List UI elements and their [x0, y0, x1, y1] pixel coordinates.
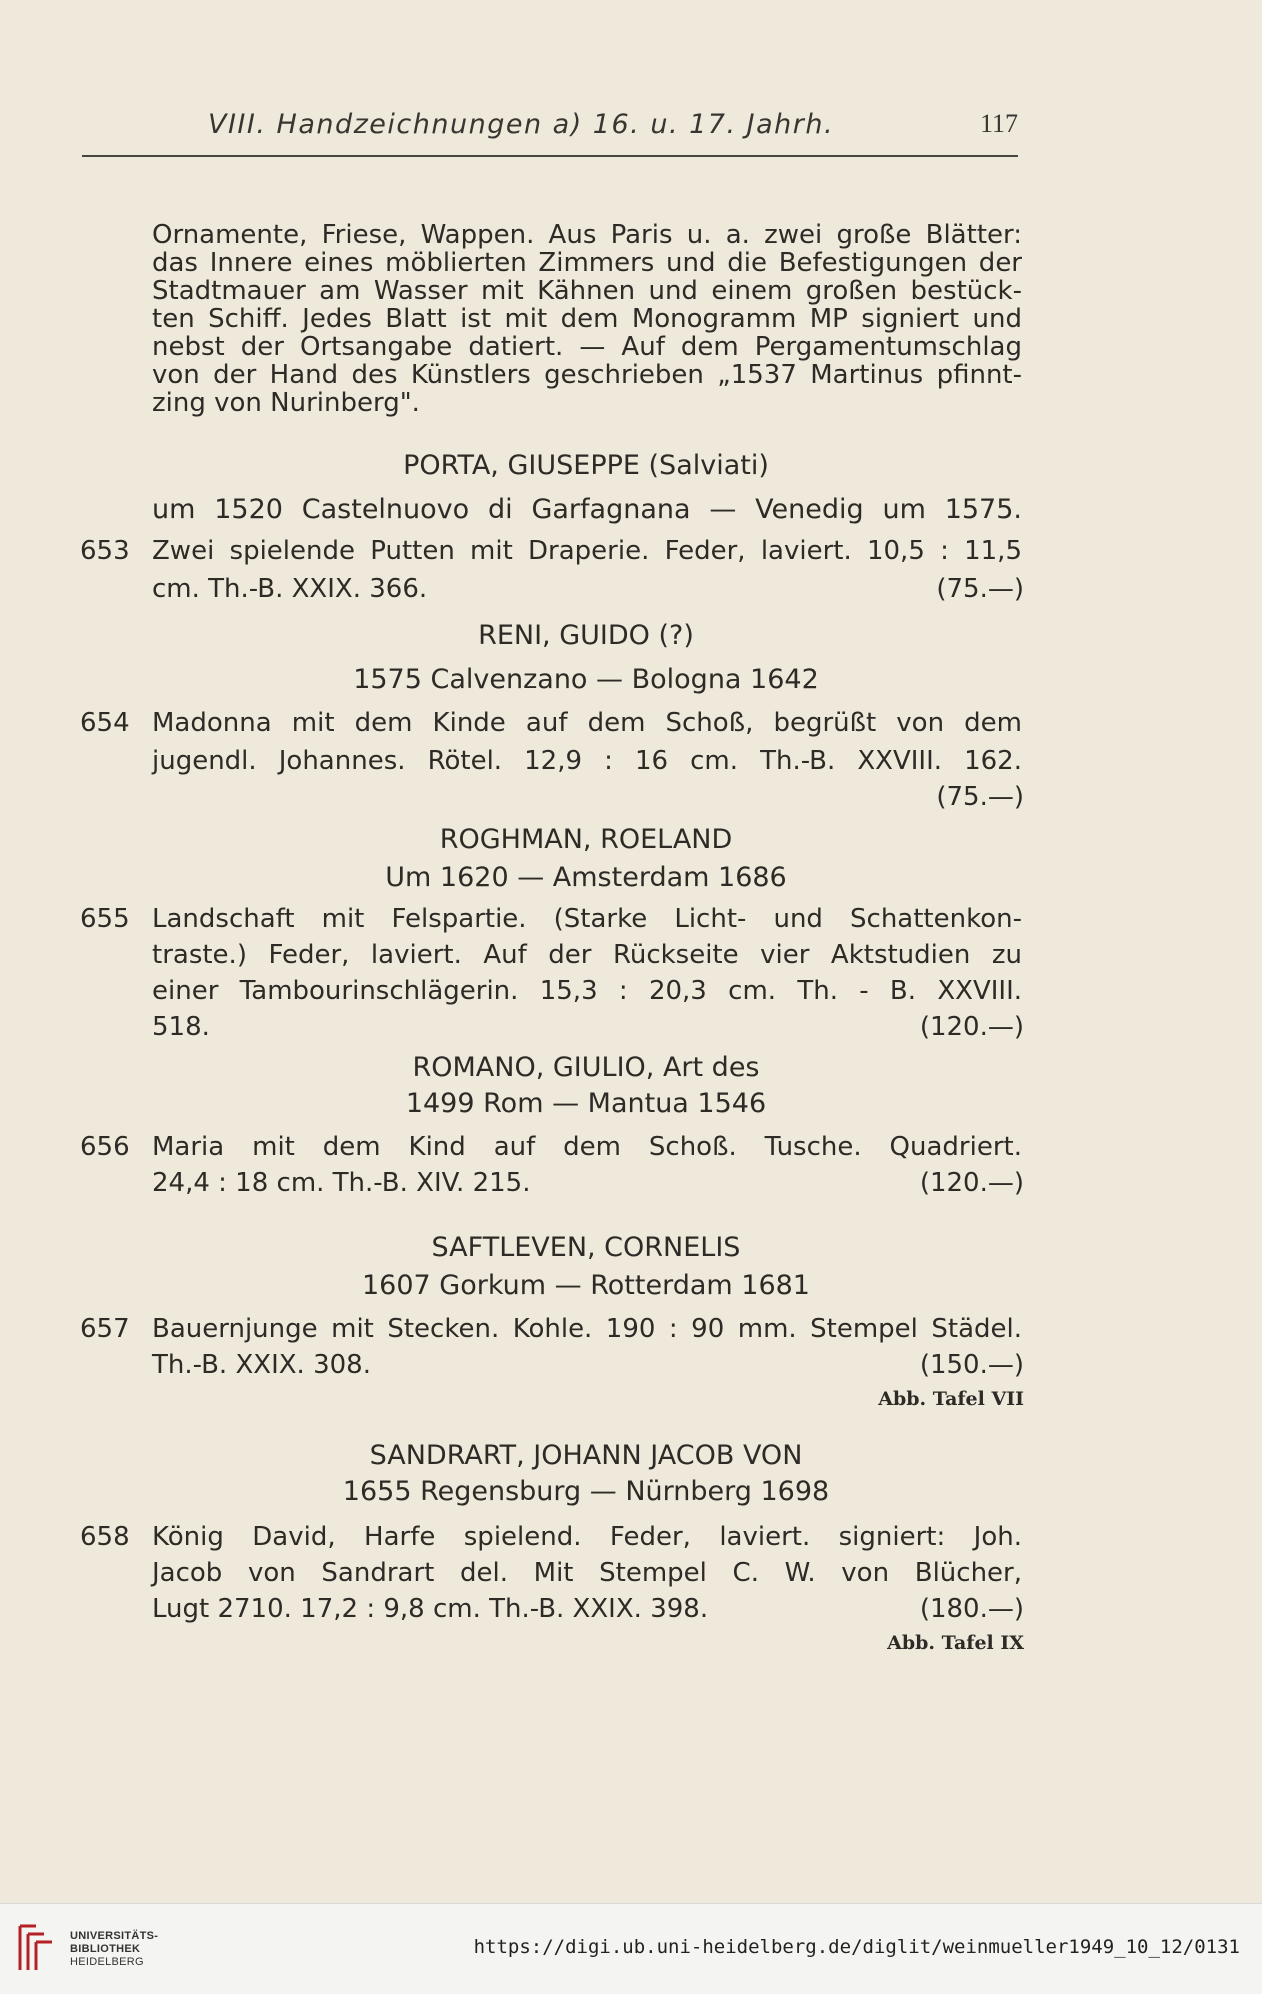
- intro-line: zing von Nurinberg".: [152, 388, 420, 418]
- lot-price: (180.—): [919, 1594, 1024, 1624]
- intro-line: Stadtmauer am Wasser mit Kähnen und einem großen bestück-: [152, 276, 1022, 306]
- permalink-url[interactable]: https://digi.ub.uni-heidelberg.de/diglit/weinmueller1949_10_12/0131: [473, 1936, 1240, 1958]
- lot-price: (150.—): [919, 1350, 1024, 1380]
- library-name: [70, 1930, 158, 1969]
- running-header: [82, 105, 1018, 155]
- lot-description: cm. Th.-B. XXIX. 366.: [152, 574, 428, 604]
- lot-description: jugendl. Johannes. Rötel. 12,9 : 16 cm. Th.-B. XXVIII. 162.: [152, 746, 1022, 776]
- library-name-line: BIBLIOTHEK: [70, 1943, 141, 1955]
- running-title: VIII. Handzeichnungen a) 16. u. 17. Jahrh.: [208, 109, 835, 140]
- page-number: 117: [979, 109, 1018, 138]
- viewer-footer: [0, 1903, 1262, 1994]
- intro-line: von der Hand des Künstlers geschrieben „1537 Martinus pfinnt-: [152, 360, 1022, 390]
- lot-description: Maria mit dem Kind auf dem Schoß. Tusche. Quadriert.: [152, 1132, 1022, 1162]
- lot-price: (120.—): [919, 1168, 1024, 1198]
- artist-dates: um 1520 Castelnuovo di Garfagnana — Venedig um 1575.: [152, 494, 1022, 525]
- lot-number: 656: [80, 1132, 130, 1162]
- lot-number: 653: [80, 536, 130, 566]
- lot-description: Jacob von Sandrart del. Mit Stempel C. W. von Blücher,: [152, 1558, 1022, 1588]
- lot-description: Lugt 2710. 17,2 : 9,8 cm. Th.-B. XXIX. 398.: [152, 1594, 709, 1624]
- lot-number: 657: [80, 1314, 130, 1344]
- lot-number: 655: [80, 904, 130, 934]
- lot-description: Madonna mit dem Kinde auf dem Schoß, begrüßt von dem: [152, 708, 1022, 738]
- artist-dates: Um 1620 — Amsterdam 1686: [385, 862, 787, 893]
- artist-name: ROMANO, GIULIO, Art des: [412, 1052, 760, 1083]
- lot-description: einer Tambourinschlägerin. 15,3 : 20,3 cm. Th. - B. XXVIII.: [152, 976, 1022, 1006]
- artist-dates: 1607 Gorkum — Rotterdam 1681: [362, 1270, 810, 1301]
- lot-description: König David, Harfe spielend. Feder, laviert. signiert: Joh.: [152, 1522, 1022, 1552]
- plate-reference: Abb. Tafel IX: [887, 1632, 1024, 1654]
- lot-description: Zwei spielende Putten mit Draperie. Feder, laviert. 10,5 : 11,5: [152, 536, 1022, 566]
- artist-name: PORTA, GIUSEPPE (Salviati): [403, 450, 769, 481]
- library-name-line: HEIDELBERG: [70, 1956, 144, 1968]
- plate-reference: Abb. Tafel VII: [878, 1388, 1024, 1410]
- university-library-logo-icon: [14, 1918, 58, 1978]
- lot-description: traste.) Feder, laviert. Auf der Rückseite vier Aktstudien zu: [152, 940, 1022, 970]
- artist-name: RENI, GUIDO (?): [478, 620, 694, 651]
- lot-description: Th.-B. XXIX. 308.: [152, 1350, 371, 1380]
- lot-price: (75.—): [936, 782, 1024, 812]
- lot-number: 654: [80, 708, 130, 738]
- artist-name: SAFTLEVEN, CORNELIS: [431, 1232, 741, 1263]
- header-rule: [82, 155, 1018, 157]
- library-name-line: UNIVERSITÄTS-: [70, 1930, 159, 1942]
- intro-line: nebst der Ortsangabe datiert. — Auf dem Pergamentumschlag: [152, 332, 1022, 362]
- artist-dates: 1655 Regensburg — Nürnberg 1698: [342, 1476, 830, 1507]
- artist-name: ROGHMAN, ROELAND: [439, 824, 733, 855]
- lot-description: 518.: [152, 1012, 210, 1042]
- lot-description: Bauernjunge mit Stecken. Kohle. 190 : 90 mm. Stempel Städel.: [152, 1314, 1022, 1344]
- lot-description: Landschaft mit Felspartie. (Starke Licht- und Schattenkon-: [152, 904, 1022, 934]
- intro-line: das Innere eines möblierten Zimmers und die Befestigungen der: [152, 248, 1022, 278]
- lot-number: 658: [80, 1522, 130, 1552]
- intro-line: ten Schiff. Jedes Blatt ist mit dem Monogramm MP signiert und: [152, 304, 1022, 334]
- lot-price: (75.—): [936, 574, 1024, 604]
- artist-name: SANDRART, JOHANN JACOB VON: [369, 1440, 803, 1471]
- lot-price: (120.—): [919, 1012, 1024, 1042]
- intro-line: Ornamente, Friese, Wappen. Aus Paris u. a. zwei große Blätter:: [152, 220, 1022, 250]
- artist-dates: 1499 Rom — Mantua 1546: [405, 1088, 767, 1119]
- artist-dates: 1575 Calvenzano — Bologna 1642: [353, 664, 819, 695]
- lot-description: 24,4 : 18 cm. Th.-B. XIV. 215.: [152, 1168, 531, 1198]
